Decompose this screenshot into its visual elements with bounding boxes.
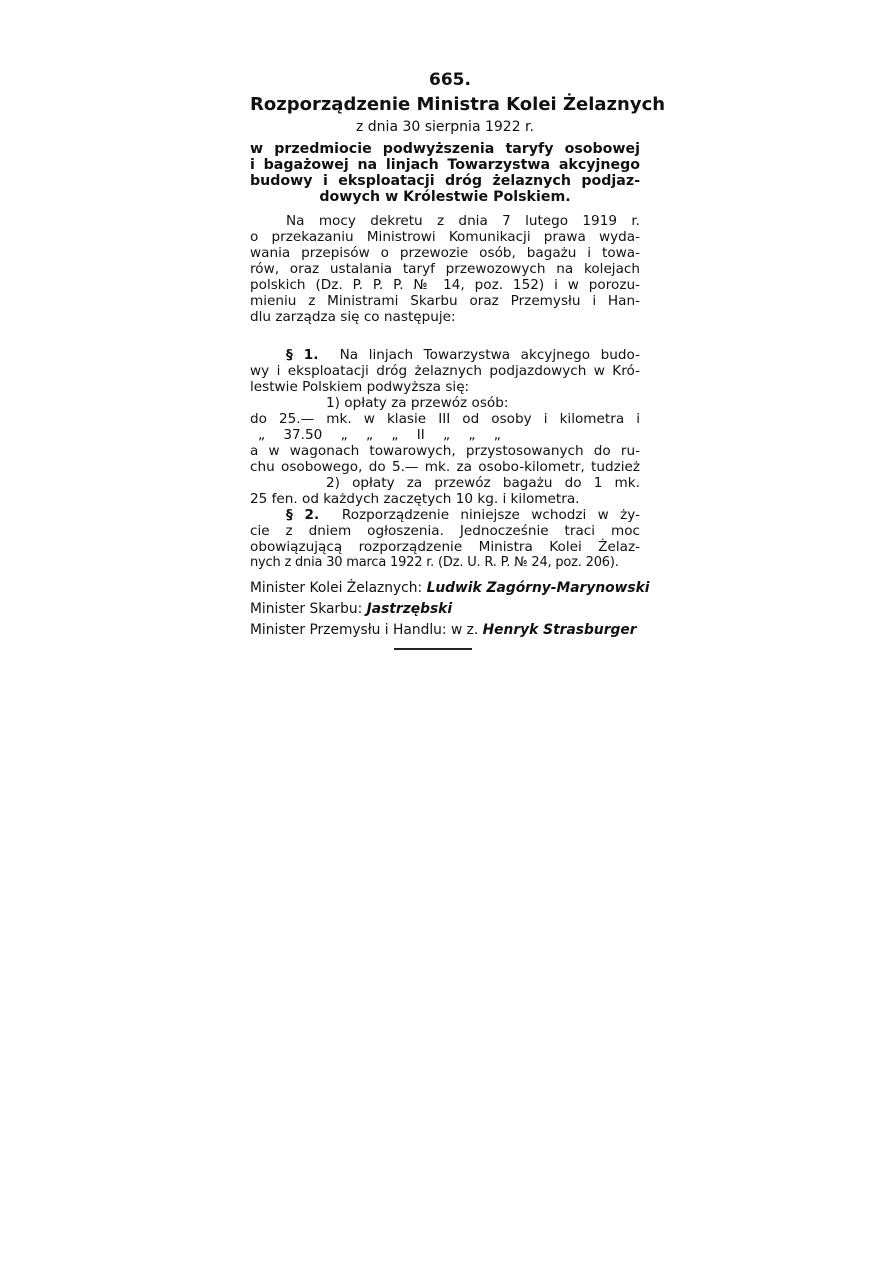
section-2-mark: § 2. — [286, 507, 320, 523]
signature-role: Minister Kolei Żelaznych: — [250, 580, 423, 596]
preamble-line: polskich (Dz. P. P. P. № 14, poz. 152) i w porozu- — [250, 277, 640, 293]
signature-line — [250, 600, 640, 619]
signature-name: Henryk Strasburger — [482, 622, 637, 638]
section-2-text: Rozporządzenie niniejsze wchodzi w ży- — [341, 507, 640, 523]
item-2-line: 2) opłaty za przewóz bagażu do 1 mk. — [326, 475, 640, 491]
section-2-line: nych z dnia 30 marca 1922 r. (Dz. U. R. P. № 24, poz. 206). — [250, 555, 619, 570]
document-date: z dnia 30 sierpnia 1922 r. — [356, 119, 534, 135]
signature-line — [250, 579, 650, 598]
section-1-first-line — [250, 347, 640, 363]
section-2-first-line — [250, 507, 640, 523]
signature-role: Minister Skarbu: — [250, 601, 363, 617]
section-2 — [250, 507, 640, 571]
item-1-line: chu osobowego, do 5.— mk. za osobo-kilometr, tudzież — [250, 459, 640, 475]
signature-line — [250, 621, 640, 640]
document-title: Rozporządzenie Ministra Kolei Żelaznych — [250, 94, 666, 115]
document-page — [250, 70, 666, 650]
item-1-line: a w wagonach towarowych, przystosowanych do ru- — [250, 443, 640, 459]
signature-name: Jastrzębski — [366, 601, 453, 617]
signatures — [250, 579, 650, 640]
preamble-line: Na mocy dekretu z dnia 7 lutego 1919 r. — [286, 213, 640, 229]
item-1-heading: 1) opłaty za przewóz osób: — [326, 395, 509, 411]
document-number: 665. — [429, 70, 471, 90]
item-1-line: „ 37.50 „ „ „ II „ „ „ — [258, 427, 501, 443]
signature-name: Ludwik Zagórny-Marynowski — [426, 580, 650, 596]
section-2-line: cie z dniem ogłoszenia. Jednocześnie traci moc — [250, 523, 640, 539]
preamble-line: wania przepisów o przewozie osób, bagażu i towa- — [250, 245, 640, 261]
subject-line: w przedmiocie podwyższenia taryfy osobowej — [250, 141, 640, 157]
section-2-line: obowiązującą rozporządzenie Ministra Kolei Żelaz- — [250, 539, 640, 555]
preamble-line: rów, oraz ustalania taryf przewozowych na kolejach — [250, 261, 640, 277]
section-1-text: Na linjach Towarzystwa akcyjnego budo- — [339, 347, 640, 363]
subject-line: i bagażowej na linjach Towarzystwa akcyjnego — [250, 157, 640, 173]
document-subject — [250, 141, 640, 205]
preamble-line: mieniu z Ministrami Skarbu oraz Przemysłu i Han- — [250, 293, 640, 309]
closing-rule — [394, 648, 472, 650]
preamble-line: dlu zarządza się co następuje: — [250, 309, 456, 325]
signature-role: Minister Przemysłu i Handlu: w z. — [250, 622, 479, 638]
section-1 — [250, 347, 640, 507]
section-1-mark: § 1. — [286, 347, 319, 363]
preamble — [250, 213, 640, 325]
subject-line: budowy i eksploatacji dróg żelaznych podjaz- — [250, 173, 640, 189]
section-1-line: wy i eksploatacji dróg żelaznych podjazdowych w Kró- — [250, 363, 640, 379]
item-1-line: do 25.— mk. w klasie III od osoby i kilometra i — [250, 411, 640, 427]
section-1-line: lestwie Polskiem podwyższa się: — [250, 379, 470, 395]
subject-line: dowych w Królestwie Polskiem. — [319, 189, 571, 205]
preamble-line: o przekazaniu Ministrowi Komunikacji prawa wyda- — [250, 229, 640, 245]
item-2-line: 25 fen. od każdych zaczętych 10 kg. i kilometra. — [250, 491, 580, 507]
